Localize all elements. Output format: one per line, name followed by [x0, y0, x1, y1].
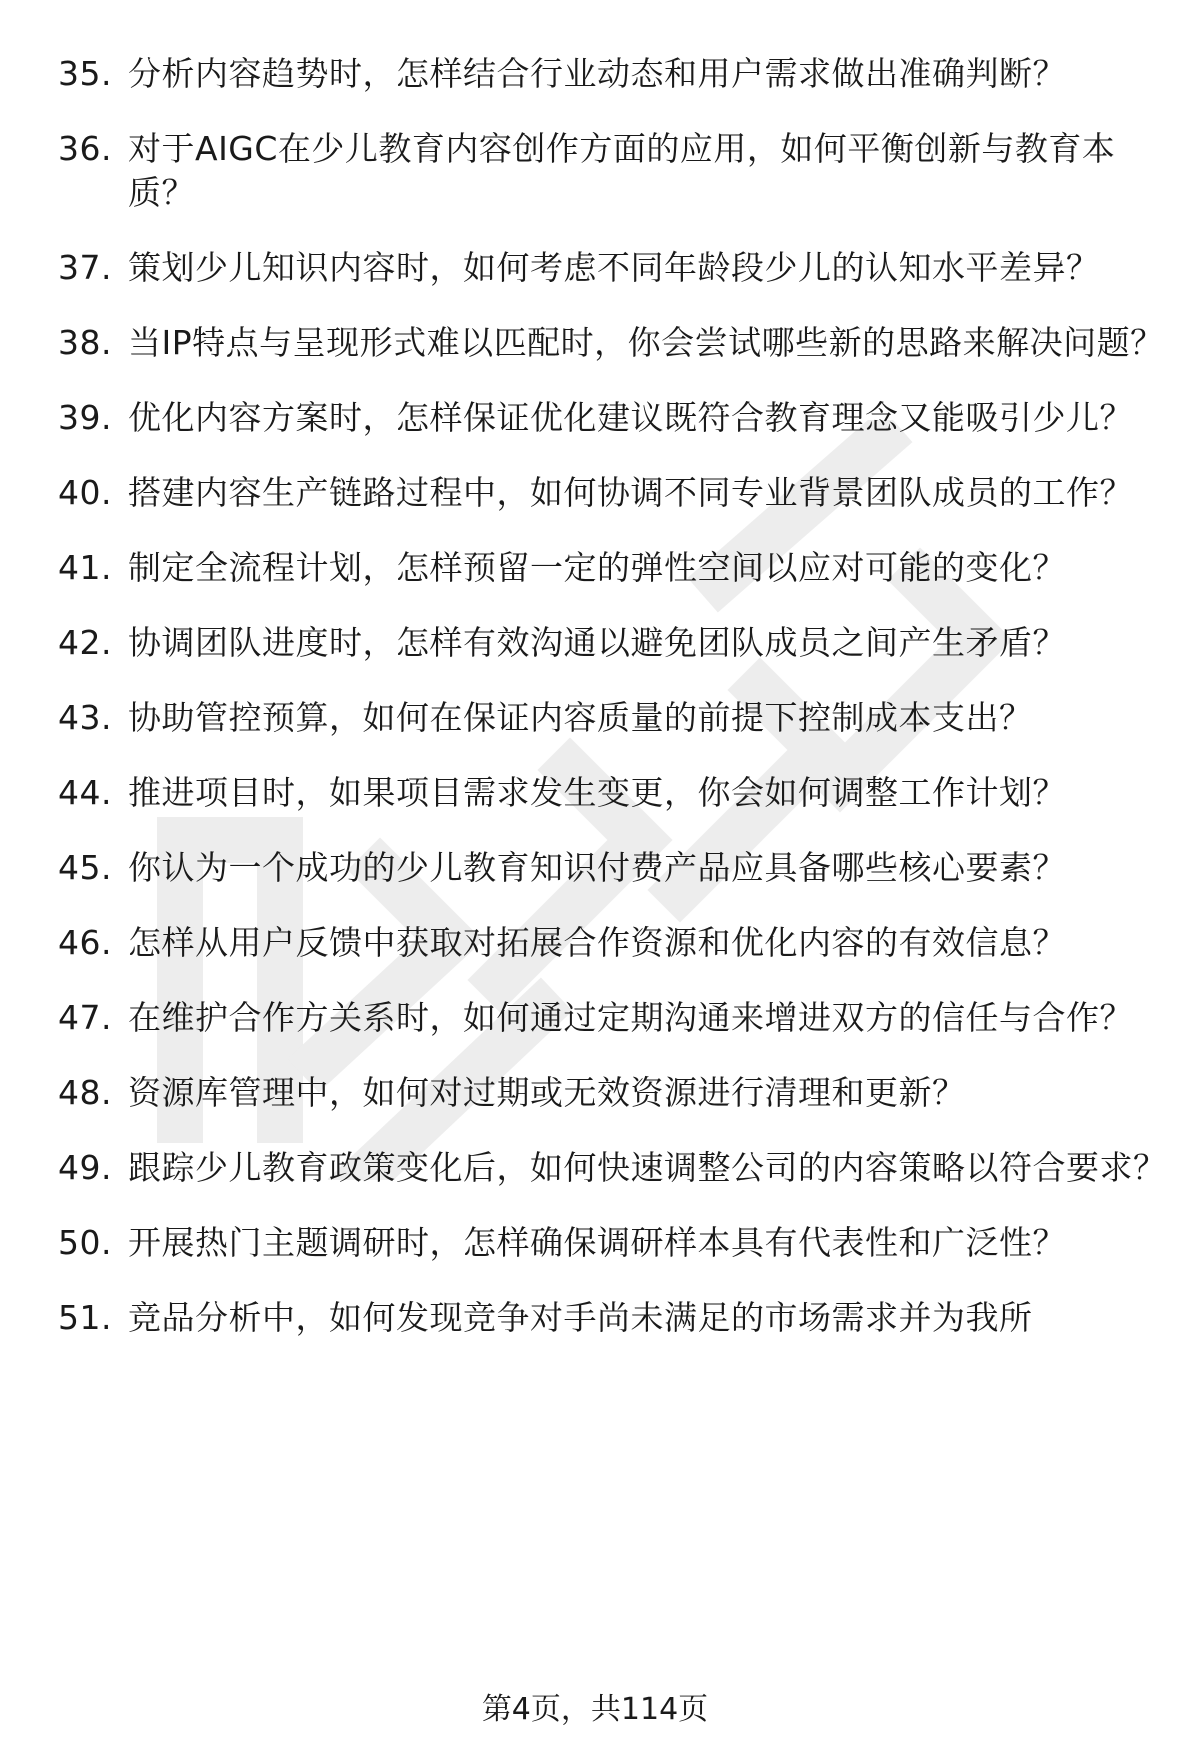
question-number: 51. [58, 1298, 112, 1337]
question-item [58, 321, 1168, 365]
question-number: 37. [58, 248, 112, 287]
question-text: 你认为一个成功的少儿教育知识付费产品应具备哪些核心要素？ [128, 848, 1066, 887]
question-number: 36. [58, 129, 112, 168]
question-text: 对于AIGC在少儿教育内容创作方面的应用，如何平衡创新与教育本质？ [128, 129, 1116, 212]
question-item [58, 771, 1168, 815]
question-text: 在维护合作方关系时，如何通过定期沟通来增进双方的信任与合作？ [128, 998, 1133, 1037]
question-number: 38. [58, 323, 112, 362]
question-item [58, 127, 1168, 215]
page-footer: 第4页，共114页 [481, 1692, 709, 1727]
question-item [58, 246, 1168, 290]
question-number: 42. [58, 623, 112, 662]
question-item [58, 546, 1168, 590]
question-item [58, 396, 1168, 440]
question-text: 当IP特点与呈现形式难以匹配时，你会尝试哪些新的思路来解决问题？ [128, 323, 1164, 362]
question-item [58, 52, 1168, 96]
question-item [58, 1296, 1168, 1340]
question-item [58, 471, 1168, 515]
question-list [58, 52, 1168, 1371]
question-item [58, 846, 1168, 890]
question-number: 48. [58, 1073, 112, 1112]
question-item [58, 1146, 1168, 1190]
question-number: 50. [58, 1223, 112, 1262]
question-item [58, 621, 1168, 665]
question-text: 搭建内容生产链路过程中，如何协调不同专业背景团队成员的工作？ [128, 473, 1133, 512]
question-text: 制定全流程计划，怎样预留一定的弹性空间以应对可能的变化？ [128, 548, 1066, 587]
question-text: 跟踪少儿教育政策变化后，如何快速调整公司的内容策略以符合要求？ [128, 1148, 1167, 1187]
question-number: 35. [58, 54, 112, 93]
question-text: 竞品分析中，如何发现竞争对手尚未满足的市场需求并为我所 [128, 1298, 1033, 1337]
question-item [58, 1221, 1168, 1265]
question-text: 协调团队进度时，怎样有效沟通以避免团队成员之间产生矛盾？ [128, 623, 1066, 662]
question-number: 40. [58, 473, 112, 512]
question-number: 45. [58, 848, 112, 887]
question-text: 策划少儿知识内容时，如何考虑不同年龄段少儿的认知水平差异？ [128, 248, 1100, 287]
question-text: 推进项目时，如果项目需求发生变更，你会如何调整工作计划？ [128, 773, 1066, 812]
question-text: 协助管控预算，如何在保证内容质量的前提下控制成本支出？ [128, 698, 1033, 737]
question-number: 49. [58, 1148, 112, 1187]
question-number: 43. [58, 698, 112, 737]
question-text: 资源库管理中，如何对过期或无效资源进行清理和更新？ [128, 1073, 966, 1112]
question-number: 46. [58, 923, 112, 962]
question-number: 47. [58, 998, 112, 1037]
question-item [58, 1071, 1168, 1115]
question-text: 怎样从用户反馈中获取对拓展合作资源和优化内容的有效信息？ [128, 923, 1066, 962]
question-item [58, 921, 1168, 965]
question-item [58, 696, 1168, 740]
question-number: 41. [58, 548, 112, 587]
question-item [58, 996, 1168, 1040]
question-number: 39. [58, 398, 112, 437]
question-text: 优化内容方案时，怎样保证优化建议既符合教育理念又能吸引少儿？ [128, 398, 1133, 437]
question-text: 分析内容趋势时，怎样结合行业动态和用户需求做出准确判断？ [128, 54, 1066, 93]
question-text: 开展热门主题调研时，怎样确保调研样本具有代表性和广泛性？ [128, 1223, 1066, 1262]
question-number: 44. [58, 773, 112, 812]
